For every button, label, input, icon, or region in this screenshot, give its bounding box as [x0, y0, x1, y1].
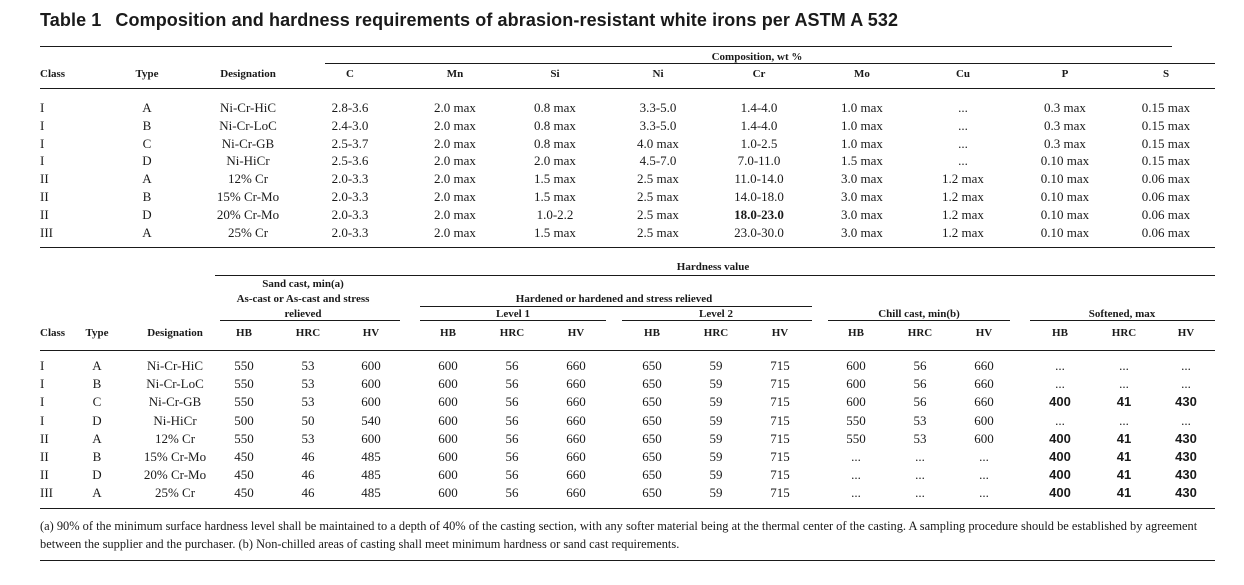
composition-cell: 0.15 max: [1141, 153, 1191, 169]
sand-cast-header-line2: As-cast or As-cast and stress: [236, 293, 370, 305]
composition-cell: II: [40, 206, 49, 222]
composition-cell: 2.0 max: [434, 153, 476, 169]
hardness-cell: 400: [1049, 394, 1071, 410]
hardness-cell: 550: [234, 394, 254, 410]
hardness-cell: 600: [438, 430, 458, 446]
composition-cell: 2.5 max: [637, 224, 679, 240]
hardness-group-rule: [215, 275, 1215, 276]
composition-cell: 0.15 max: [1141, 100, 1191, 115]
hardness-cell: 400: [1049, 449, 1071, 464]
hardness-cell: ...: [851, 467, 861, 483]
composition-cell: 2.0 max: [434, 189, 476, 204]
composition-col-header: Type: [135, 68, 159, 80]
composition-cell: 0.06 max: [1141, 171, 1191, 187]
composition-col-header: Cu: [955, 68, 971, 80]
hardness-col-header: HB: [440, 327, 456, 339]
hardness-col-header: HV: [362, 327, 380, 339]
composition-cell: 0.06 max: [1141, 189, 1191, 204]
hardness-cell: 20% Cr-Mo: [143, 467, 207, 483]
hardness-cell: I: [40, 412, 45, 428]
hardness-cell: B: [92, 376, 102, 392]
composition-cell: 0.3 max: [1044, 135, 1086, 151]
hardness-cell: 600: [438, 467, 458, 483]
composition-cell: 1.5 max: [534, 224, 576, 240]
composition-cell: 1.0 max: [841, 100, 883, 115]
hardness-cell: 600: [846, 358, 866, 373]
composition-cell: 3.3-5.0: [639, 100, 677, 115]
hardened-header: Hardened or hardened and stress relieved: [515, 293, 713, 305]
hardness-cell: ...: [915, 485, 925, 501]
hardness-cell: 660: [566, 467, 586, 483]
hardness-cell: 715: [770, 430, 790, 446]
composition-cell: ...: [958, 100, 968, 115]
hardness-cell: 600: [438, 485, 458, 501]
hardness-col-header: HRC: [1111, 327, 1137, 339]
hardness-cell: B: [92, 449, 102, 464]
level2-rule: [622, 320, 812, 321]
footnote: (a) 90% of the minimum surface hardness level shall be maintained to a depth of 40% of the casting section, with any softer material being at the thermal center of the casting. A sampling procedure should be established by agreement between the supplier and the purchaser. (b) Non-chilled areas of casting shall meet minimum hardness or sand cast requirements.: [40, 519, 1198, 551]
hardness-cell: Ni-Cr-HiC: [146, 358, 204, 373]
hardness-cell: 550: [234, 358, 254, 373]
composition-group-header: Composition, wt %: [711, 51, 803, 63]
composition-cell: 2.0 max: [534, 153, 576, 169]
sand-cast-rule: [220, 320, 400, 321]
composition-cell: 20% Cr-Mo: [216, 206, 280, 222]
hardness-cell: 715: [770, 467, 790, 483]
hardness-cell: 600: [846, 394, 866, 410]
hardness-cell: 540: [361, 412, 381, 428]
composition-cell: D: [142, 153, 152, 169]
composition-cell: D: [142, 206, 152, 222]
hardness-cell: 550: [234, 376, 254, 392]
hardness-cell: 59: [709, 467, 723, 483]
hardness-cell: 15% Cr-Mo: [143, 449, 207, 464]
title-rule: [40, 46, 1172, 47]
composition-cell: 2.5 max: [637, 206, 679, 222]
composition-cell: 3.0 max: [841, 224, 883, 240]
composition-cell: 0.8 max: [534, 135, 576, 151]
hardness-cell: 450: [234, 467, 254, 483]
hardness-cell: 660: [566, 376, 586, 392]
composition-col-header: Class: [40, 68, 66, 80]
composition-col-header: Mo: [854, 68, 870, 80]
hardness-cell: 12% Cr: [154, 430, 196, 446]
hardness-cell: ...: [1181, 358, 1191, 373]
hardness-cell: 715: [770, 485, 790, 501]
hardness-cell: 715: [770, 358, 790, 373]
hardness-cell: 41: [1116, 467, 1132, 483]
hardness-cell: 600: [361, 394, 381, 410]
hardness-cell: 41: [1116, 449, 1132, 464]
composition-cell: 3.0 max: [841, 206, 883, 222]
hardness-cell: 650: [642, 449, 662, 464]
hardness-cell: II: [40, 449, 49, 464]
composition-cell: II: [40, 189, 49, 204]
hardness-cell: 600: [438, 412, 458, 428]
hardness-col-header: Designation: [147, 327, 203, 339]
composition-cell: 2.5-3.6: [331, 153, 369, 169]
hardness-cell: 600: [361, 376, 381, 392]
composition-cell: 2.0-3.3: [331, 171, 369, 187]
hardness-cell: 600: [846, 376, 866, 392]
hardness-cell: ...: [1181, 412, 1191, 428]
hardness-cell: 50: [301, 412, 315, 428]
hardness-cell: 56: [913, 358, 927, 373]
hardness-col-header: HV: [1177, 327, 1195, 339]
hardness-cell: 59: [709, 449, 723, 464]
composition-cell: 2.8-3.6: [331, 100, 369, 115]
hardness-cell: 650: [642, 394, 662, 410]
hardness-cell: 600: [974, 412, 994, 428]
composition-cell: A: [142, 224, 152, 240]
composition-cell: III: [40, 224, 53, 240]
composition-col-header: C: [346, 68, 354, 80]
composition-cell: 2.0-3.3: [331, 224, 369, 240]
composition-cell: 23.0-30.0: [734, 224, 784, 240]
composition-cell: 1.2 max: [942, 171, 984, 187]
hardness-cell: 550: [846, 412, 866, 428]
chill-rule: [828, 320, 1010, 321]
hardness-cell: ...: [851, 485, 861, 501]
hardness-cell: 56: [505, 449, 519, 464]
hardness-cell: 660: [566, 412, 586, 428]
composition-col-header: Mn: [446, 68, 464, 80]
composition-cell: 0.10 max: [1040, 206, 1090, 222]
hardness-cell: 59: [709, 430, 723, 446]
hardness-cell: 41: [1116, 485, 1132, 501]
composition-cell: II: [40, 171, 49, 187]
hardness-col-header: HRC: [295, 327, 321, 339]
level1-rule: [420, 320, 606, 321]
hardness-cell: D: [92, 467, 102, 483]
hardness-cell: 650: [642, 485, 662, 501]
hardness-cell: ...: [979, 449, 989, 464]
composition-cell: 1.2 max: [942, 206, 984, 222]
hardness-cell: 450: [234, 485, 254, 501]
hardness-cell: 59: [709, 376, 723, 392]
hardness-cell: 660: [566, 449, 586, 464]
hardness-cell: Ni-Cr-GB: [148, 394, 202, 410]
hardness-cell: 650: [642, 467, 662, 483]
hardness-cell: 59: [709, 412, 723, 428]
hardness-cell: 56: [505, 358, 519, 373]
hardness-col-header: HRC: [499, 327, 525, 339]
hardness-cell: 660: [974, 358, 994, 373]
hardness-cell: 660: [566, 430, 586, 446]
composition-cell: 3.3-5.0: [639, 117, 677, 133]
hardness-cell: 400: [1049, 485, 1071, 501]
composition-cell: Ni-Cr-HiC: [219, 100, 277, 115]
hardness-cell: 485: [361, 485, 381, 501]
hardness-cell: 41: [1116, 430, 1132, 446]
composition-cell: 0.10 max: [1040, 171, 1090, 187]
hardened-rule: [420, 306, 812, 307]
hardness-cell: ...: [851, 449, 861, 464]
hardness-cell: 660: [566, 394, 586, 410]
composition-cell: 7.0-11.0: [737, 153, 781, 169]
hardness-cell: ...: [1055, 358, 1065, 373]
composition-cell: 2.0 max: [434, 171, 476, 187]
composition-cell: 4.0 max: [637, 135, 679, 151]
composition-cell: 0.10 max: [1040, 224, 1090, 240]
table-number: Table 1: [40, 10, 102, 30]
composition-cell: Ni-HiCr: [226, 153, 270, 169]
softened-header: Softened, max: [1088, 308, 1156, 320]
composition-cell: 0.3 max: [1044, 117, 1086, 133]
composition-cell: 1.5 max: [841, 153, 883, 169]
hardness-cell: 650: [642, 358, 662, 373]
hardness-cell: ...: [979, 467, 989, 483]
hardness-col-header: HV: [975, 327, 993, 339]
hardness-cell: 550: [846, 430, 866, 446]
level1-header: Level 1: [496, 308, 530, 320]
hardness-cell: 56: [505, 412, 519, 428]
hardness-cell: 430: [1175, 430, 1197, 446]
hardness-cell: I: [40, 394, 45, 410]
hardness-cell: 485: [361, 467, 381, 483]
hardness-col-header: HRC: [907, 327, 933, 339]
hardness-cell: ...: [1181, 376, 1191, 392]
hardness-cell: 550: [234, 430, 254, 446]
hardness-cell: 600: [974, 430, 994, 446]
composition-cell: 2.0 max: [434, 206, 476, 222]
hardness-cell: II: [40, 467, 49, 483]
composition-cell: 11.0-14.0: [734, 171, 784, 187]
composition-cell: 2.0 max: [434, 224, 476, 240]
hardness-cell: 600: [361, 430, 381, 446]
hardness-col-header: HRC: [703, 327, 729, 339]
hardness-col-header: HB: [1052, 327, 1068, 339]
hardness-cell: ...: [1055, 412, 1065, 428]
composition-cell: 18.0-23.0: [734, 206, 784, 222]
composition-cell: Ni-Cr-LoC: [219, 117, 277, 133]
hardness-cell: 53: [913, 430, 927, 446]
hardness-cell: 485: [361, 449, 381, 464]
hardness-cell: 500: [234, 412, 254, 428]
hardness-cell: 600: [438, 394, 458, 410]
hardness-cell: A: [92, 485, 102, 501]
hardness-cell: ...: [915, 449, 925, 464]
composition-cell: 1.2 max: [942, 224, 984, 240]
composition-col-header: Si: [550, 68, 560, 80]
composition-cell: A: [142, 100, 152, 115]
hardness-col-header: HB: [236, 327, 252, 339]
footnote-bottom-rule: [40, 560, 1215, 561]
hardness-cell: 715: [770, 449, 790, 464]
hardness-cell: A: [92, 430, 102, 446]
hardness-cell: 41: [1116, 394, 1132, 410]
composition-cell: 2.5 max: [637, 189, 679, 204]
hardness-cell: 660: [566, 358, 586, 373]
hardness-cell: 715: [770, 412, 790, 428]
composition-cell: B: [142, 189, 152, 204]
composition-cell: 1.2 max: [942, 189, 984, 204]
hardness-cell: C: [92, 394, 102, 410]
hardness-cell: 715: [770, 394, 790, 410]
composition-cell: 25% Cr: [227, 224, 269, 240]
composition-col-header: S: [1162, 68, 1170, 80]
table-title: [40, 10, 898, 31]
hardness-col-header: Type: [85, 327, 109, 339]
composition-bottom-rule: [40, 247, 1215, 248]
hardness-cell: 59: [709, 485, 723, 501]
hardness-group-header: Hardness value: [676, 261, 750, 273]
composition-cell: 0.06 max: [1141, 224, 1191, 240]
composition-cell: 0.8 max: [534, 100, 576, 115]
composition-cell: 1.0-2.2: [536, 206, 574, 222]
composition-cell: 1.4-4.0: [740, 100, 778, 115]
composition-group-rule: [325, 63, 1215, 64]
composition-cell: 0.8 max: [534, 117, 576, 133]
composition-cell: 0.15 max: [1141, 117, 1191, 133]
hardness-cell: 715: [770, 376, 790, 392]
composition-col-header: Cr: [752, 68, 766, 80]
composition-col-header: Ni: [652, 68, 664, 80]
hardness-cell: 46: [301, 485, 315, 501]
composition-cell: I: [40, 153, 45, 169]
composition-cell: 0.3 max: [1044, 100, 1086, 115]
composition-cell: 2.0-3.3: [331, 206, 369, 222]
hardness-cell: 53: [301, 358, 315, 373]
composition-cell: 1.0 max: [841, 117, 883, 133]
hardness-cell: A: [92, 358, 102, 373]
hardness-cell: 650: [642, 412, 662, 428]
composition-cell: B: [142, 117, 152, 133]
composition-cell: 0.06 max: [1141, 206, 1191, 222]
composition-cell: 12% Cr: [227, 171, 269, 187]
composition-cell: 2.4-3.0: [331, 117, 369, 133]
composition-cell: I: [40, 117, 45, 133]
hardness-cell: 430: [1175, 467, 1197, 483]
hardness-cell: Ni-HiCr: [153, 412, 197, 428]
composition-cell: 2.0 max: [434, 100, 476, 115]
hardness-cell: III: [40, 485, 53, 501]
composition-cell: C: [142, 135, 152, 151]
composition-cell: 1.4-4.0: [740, 117, 778, 133]
sand-cast-header-line1: Sand cast, min(a): [262, 278, 344, 290]
composition-col-header: P: [1061, 68, 1069, 80]
hardness-cell: 56: [505, 430, 519, 446]
hardness-cell: 59: [709, 394, 723, 410]
hardness-cell: 600: [438, 376, 458, 392]
composition-cell: 1.5 max: [534, 189, 576, 204]
hardness-cell: 53: [913, 412, 927, 428]
hardness-cell: 660: [974, 394, 994, 410]
hardness-cell: ...: [1119, 412, 1129, 428]
hardness-cell: 56: [505, 485, 519, 501]
hardness-cell: 600: [361, 358, 381, 373]
composition-cell: ...: [958, 135, 968, 151]
composition-header-rule: [40, 88, 1215, 89]
composition-cell: I: [40, 135, 45, 151]
composition-cell: 2.5-3.7: [331, 135, 369, 151]
hardness-cell: Ni-Cr-LoC: [146, 376, 204, 392]
hardness-cell: 650: [642, 376, 662, 392]
composition-cell: ...: [958, 117, 968, 133]
sand-cast-header-line3: relieved: [284, 308, 322, 320]
composition-cell: 2.0 max: [434, 117, 476, 133]
hardness-col-header: HV: [771, 327, 789, 339]
hardness-cell: 660: [566, 485, 586, 501]
hardness-cell: 53: [301, 376, 315, 392]
hardness-cell: 430: [1175, 394, 1197, 410]
hardness-cell: II: [40, 430, 49, 446]
composition-cell: 3.0 max: [841, 171, 883, 187]
hardness-cell: 46: [301, 467, 315, 483]
hardness-col-header: HB: [848, 327, 864, 339]
composition-cell: 4.5-7.0: [639, 153, 677, 169]
hardness-col-header: HB: [644, 327, 660, 339]
chill-cast-header: Chill cast, min(b): [878, 308, 960, 320]
hardness-cell: I: [40, 376, 45, 392]
composition-cell: 14.0-18.0: [734, 189, 784, 204]
hardness-header-rule: [40, 350, 1215, 351]
composition-cell: A: [142, 171, 152, 187]
hardness-cell: 53: [301, 394, 315, 410]
composition-cell: 1.0 max: [841, 135, 883, 151]
hardness-cell: 53: [301, 430, 315, 446]
hardness-cell: 56: [913, 376, 927, 392]
composition-cell: 0.10 max: [1040, 153, 1090, 169]
hardness-cell: ...: [915, 467, 925, 483]
hardness-bottom-rule: [40, 508, 1215, 509]
level2-header: Level 2: [699, 308, 733, 320]
hardness-cell: 430: [1175, 485, 1197, 501]
softened-rule: [1030, 320, 1215, 321]
composition-cell: 0.15 max: [1141, 135, 1191, 151]
hardness-col-header: Class: [40, 327, 66, 339]
hardness-cell: 25% Cr: [154, 485, 196, 501]
composition-col-header: Designation: [220, 68, 276, 80]
hardness-cell: 660: [974, 376, 994, 392]
hardness-cell: 56: [505, 376, 519, 392]
composition-cell: 1.5 max: [534, 171, 576, 187]
hardness-cell: 600: [438, 358, 458, 373]
hardness-cell: ...: [1119, 358, 1129, 373]
composition-cell: 2.0 max: [434, 135, 476, 151]
composition-cell: Ni-Cr-GB: [221, 135, 275, 151]
composition-cell: 2.0-3.3: [331, 189, 369, 204]
hardness-cell: 46: [301, 449, 315, 464]
composition-cell: ...: [958, 153, 968, 169]
hardness-cell: I: [40, 358, 45, 373]
hardness-cell: 430: [1175, 449, 1197, 464]
composition-cell: 2.5 max: [637, 171, 679, 187]
hardness-cell: 600: [438, 449, 458, 464]
hardness-cell: D: [92, 412, 102, 428]
hardness-cell: ...: [979, 485, 989, 501]
hardness-col-header: HV: [567, 327, 585, 339]
hardness-cell: 450: [234, 449, 254, 464]
hardness-cell: 56: [913, 394, 927, 410]
composition-cell: 3.0 max: [841, 189, 883, 204]
hardness-cell: ...: [1055, 376, 1065, 392]
hardness-cell: 400: [1049, 430, 1071, 446]
hardness-cell: ...: [1119, 376, 1129, 392]
table-caption: Composition and hardness requirements of abrasion-resistant white irons per ASTM A 532: [115, 10, 899, 30]
hardness-cell: 59: [709, 358, 723, 373]
composition-cell: I: [40, 100, 45, 115]
composition-cell: 15% Cr-Mo: [216, 189, 280, 204]
hardness-cell: 56: [505, 394, 519, 410]
hardness-cell: 56: [505, 467, 519, 483]
hardness-cell: 400: [1049, 467, 1071, 483]
composition-cell: 0.10 max: [1040, 189, 1090, 204]
composition-cell: 1.0-2.5: [740, 135, 778, 151]
hardness-cell: 650: [642, 430, 662, 446]
